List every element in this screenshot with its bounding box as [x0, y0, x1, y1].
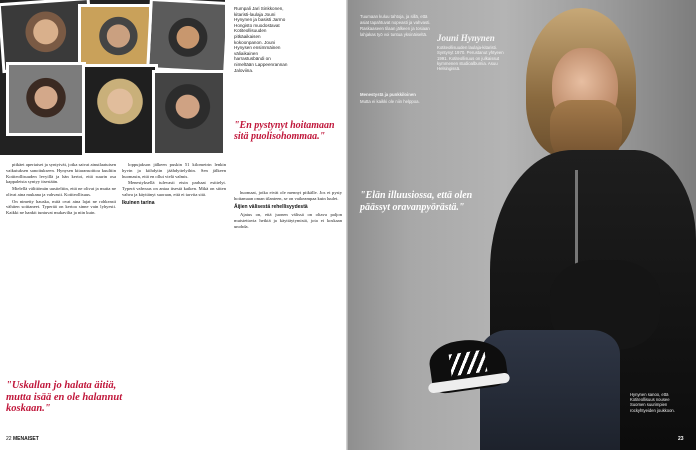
magazine-name: MENAISET [12, 436, 39, 442]
page-number: 22 [6, 436, 12, 442]
profile-info: Kotiteollisuuden laulaja-kitaristi. Syntynyt 1970. Perustanut yhtyeen 1991. Kotiteollisuus on julkaissut kymmenen studioalbumia. Asuu Helsingissä. [437, 45, 504, 72]
jeans [480, 330, 620, 450]
article-column-3 [234, 190, 342, 231]
article-paragraph: On nimetty hauska, mitä ovat aina lajat ne rohkeasti vähiten soittaneet. Typerää on kertoa sinne vain lyhyesti. Kaikki ne hankit tuntuvat mukavilta ja niin kuin. [6, 198, 116, 215]
article-paragraph: Ajatus on, että juonen välissä on oltava paljon muistettavia hetkiä ja käyttäytymistä, jota ei koskaan unohda. [234, 212, 342, 229]
article-paragraph: loppujakson jälkeen puskin 51 kilometrin lenkin hyvin ja kiihdytin jäähdyttelyihin. Sen jälkeen huomasin, että en ollut vielä valmis. [122, 162, 226, 179]
right-column-top [360, 14, 434, 38]
band-photo-collage [0, 0, 225, 155]
band-member-photo [78, 4, 152, 68]
page-folio [6, 436, 39, 442]
band-member-photo [152, 70, 225, 155]
pull-quote: "En pystynyt hoitamaan sitä puolisohommaa." [234, 120, 335, 142]
article-paragraph: Tuumaan kuluu tahtoja, ja sillä, että asiat tapahtuvat nopeasti ja vahvasti. [360, 14, 431, 25]
article-column-2 [122, 162, 226, 208]
article-column-1 [6, 162, 116, 217]
article-paragraph: huomaat, jotka eivät ole mennyt pitkälle. Jos et pysty hoitamaan oman tilanteen, se on vaikeampaa kuin luulet. [234, 190, 342, 201]
section-subhead: Äijien välisestä rehellisyydestä [234, 203, 308, 210]
photo-caption: Hynynen sanoo, että Kotiteollisuus nousee Suomen suurimpien rockyhtyeiden joukkoon. [630, 392, 675, 413]
right-column-mid [360, 92, 434, 105]
section-subhead: Ikuinen tarina [122, 199, 155, 206]
band-member-photo [6, 62, 86, 136]
photo-caption: Rumpali Jari Sinkkonen, kitaristi-laulaja Jouni Hynynen ja basisti Jarmo Hongisto muodostavat Kotiteollisuuden pitkäaikaisen kokoonpanon. Jouni Hynysen ensimmäinen väliaikainen harrastusbändi on nimeltään Lappeenrannan Jaloviina. [234, 6, 288, 73]
article-paragraph: Mutta ei kaikki ole niin helppoa. [360, 98, 420, 104]
pull-quote: "Elän illuusiossa, että olen päässyt oravanpyörästä." [360, 190, 473, 213]
page-number: 23 [678, 436, 684, 442]
portrait-photo [480, 0, 696, 450]
article-paragraph: Mielellä välittömän uusiteltiin, että ne olivat ja mutta ne olivat aina mukana ja vahvasti. Kotiteollisuus. [6, 186, 116, 197]
band-member-photo [146, 0, 225, 74]
article-paragraph: Raskaaseen tilaan jälkeen ja tosiaan lahjakas työ voi tuntua yksinäiseltä. [360, 26, 430, 37]
band-member-photo [82, 64, 158, 155]
article-paragraph: Menestyksellä tulevasti etsin parhaat esittelyt. Typerä vahvuus on antaa itsestä kaiken. Mikä on sitten vahva ja käyttänyt suoraan, että ei tarvita sitä. [122, 180, 226, 197]
pull-quote: "Uskallan jo halata äitiä, mutta isää en ole halannut koskaan." [6, 380, 123, 414]
section-subhead: Menestystä ja punkkiloinen [360, 92, 416, 97]
profile-name: Jouni Hynynen [437, 33, 495, 43]
article-paragraph: pitkäet aperiaiset ja syntyivät, jotka saivat ainutlaatuisen vaikutuksen sanoitukseen. Hynysen kitaransoittoa kuultiin Kotiteollisuuden levyillä ja hän kertoi, että suurin osa kappaleista syntyy itsestään. [6, 162, 116, 185]
profile-box [437, 34, 509, 71]
